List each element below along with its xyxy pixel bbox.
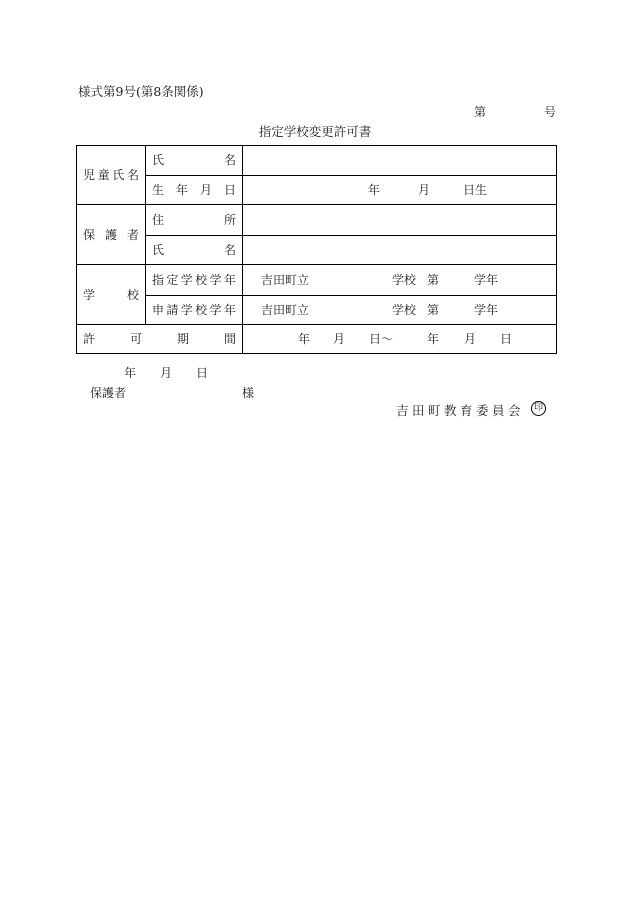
period-from-year: 年 (298, 332, 311, 346)
issue-day-unit: 日 (196, 366, 209, 380)
school-group-label: 学 校 (83, 288, 139, 302)
birth-month-unit: 月 (418, 183, 431, 197)
guardian-group-label: 保 護 者 (83, 228, 139, 242)
column-divider (145, 146, 146, 324)
document-title: 指定学校変更許可書 (258, 124, 372, 139)
requested-grade-suffix: 学年 (474, 303, 499, 317)
designated-school-label: 指 定 学 校 学 年 (152, 273, 236, 287)
period-from-day: 日～ (369, 332, 394, 346)
child-name-group-label: 児 童 氏 名 (83, 168, 139, 182)
requested-town-prefix: 吉田町立 (261, 303, 310, 317)
permit-form-table (76, 145, 557, 354)
designated-grade-suffix: 学年 (474, 273, 499, 287)
requested-school-suffix: 学校 (392, 303, 417, 317)
birth-date-label: 生 年 月 日 (152, 183, 236, 197)
row-divider (77, 324, 556, 325)
issue-month-unit: 月 (160, 366, 173, 380)
period-from-month: 月 (333, 332, 346, 346)
designated-town-prefix: 吉田町立 (261, 273, 310, 287)
doc-no-prefix: 第 (474, 105, 487, 119)
designated-school-suffix: 学校 (392, 273, 417, 287)
issue-date-line (124, 364, 208, 381)
guardian-name-label: 氏 名 (152, 243, 236, 257)
issuer-name: 吉田町教育委員会 (396, 403, 525, 418)
column-divider (242, 146, 243, 353)
row-divider (77, 204, 556, 205)
seal-mark: 印 (531, 401, 546, 416)
birth-year-unit: 年 (368, 183, 381, 197)
birth-day-unit: 日生 (463, 183, 488, 197)
sub-row-divider (145, 235, 556, 236)
recipient-honorific: 様 (242, 386, 255, 400)
form-number: 様式第9号(第8条関係) (78, 84, 204, 99)
issue-year-unit: 年 (124, 366, 137, 380)
period-to-day: 日 (500, 332, 513, 346)
guardian-address-label: 住 所 (152, 213, 236, 227)
designated-grade-prefix: 第 (427, 273, 440, 287)
sub-row-divider (145, 295, 556, 296)
recipient-line (90, 384, 255, 401)
period-to-month: 月 (464, 332, 477, 346)
row-divider (77, 264, 556, 265)
requested-grade-prefix: 第 (427, 303, 440, 317)
doc-no-suffix: 号 (543, 105, 556, 119)
recipient-label: 保護者 (90, 386, 127, 400)
period-to-year: 年 (427, 332, 440, 346)
requested-school-label: 申 請 学 校 学 年 (152, 303, 236, 317)
permit-period-label: 許 可 期 間 (83, 332, 236, 346)
sub-row-divider (145, 175, 556, 176)
document-number-line (474, 103, 556, 120)
child-name-label: 氏 名 (152, 153, 236, 167)
